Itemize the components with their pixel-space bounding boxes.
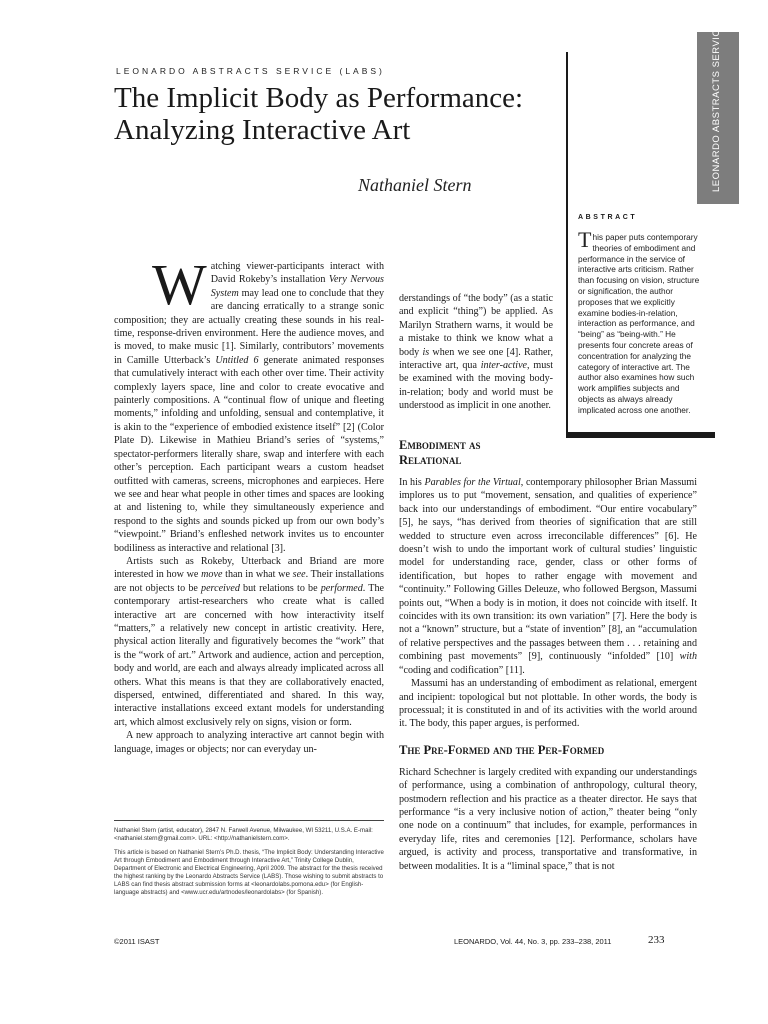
title-line-1: The Implicit Body as Performance: [114, 82, 524, 114]
footnote: Nathaniel Stern (artist, educator), 2847 N. Farwell Avenue, Milwaukee, WI 53211, U.S.A. E-mail: <nathaniel.stern@gmail.com>. URL: <http://nathanielstern.com>. [114, 827, 373, 842]
text-run: “coding and codification” [11]. [399, 664, 525, 676]
body-column-1 [114, 252, 385, 756]
text-run: atching viewer-participants interact with David Rokeby’s installation [210, 261, 384, 286]
paragraph [114, 555, 384, 729]
italic-run: perceived [201, 582, 240, 594]
text-run: Artists such as Rokeby, Utterback and Briand are more interested in how we [114, 555, 384, 581]
text-run: may lead one to conclude that they are dancing erratically to a strange sonic composition; they are actually creating these sounds in his real-time, response-driven environment. Here the audience moves, and is moved, to make music [1]. Similarly, contributors’ movements in Camille Utterback’s [114, 287, 384, 366]
abstract-heading: ABSTRACT [578, 214, 638, 221]
abstract-body: his paper puts contemporary theories of embodiment and performance in the service of interactive arts criticism. Rather than focusing on vision, structure or signification, the author proposes that we explicitly examine bodies-in-relation, interaction as performance, and “being” as “being-with.” He presents four concrete areas of concentration for analyzing the category of interactive art. The author also examines how such work amplifies subjects and objects as always already implicated across one another. [578, 232, 700, 415]
italic-run: Parables for the Virtual [424, 477, 521, 488]
paragraph: A new approach to analyzing interactive art cannot begin with language, images or objects; nor can everyday un- [114, 730, 384, 755]
article-title [114, 82, 554, 146]
italic-run: is [422, 346, 430, 358]
italic-run: Untitled 6 [215, 354, 259, 366]
section-heading-line: Embodiment as [399, 438, 481, 452]
text-run: than in what we [222, 569, 293, 581]
journal-citation: LEONARDO, Vol. 44, No. 3, pp. 233–238, 2011 [454, 937, 612, 946]
paragraph [114, 252, 385, 555]
paragraph [399, 292, 553, 413]
text-run: when we see one [4]. Rather, interactive art, qua [399, 346, 553, 372]
footnotes [114, 827, 384, 903]
dropcap: W [152, 252, 207, 317]
italic-run: see [292, 569, 306, 581]
page-number: 233 [648, 934, 665, 946]
text-run: but relations to be [239, 582, 321, 594]
text-run: , contemporary philosopher Brian Massumi implores us to put “movement, sensation, and qualities of experience” back into our understandings of embodiment. “Our entire vocabulary” [5], he says, “has derived from theories of signification that are still wedded to structure even across irreconcilable differences” [6]. He doesn’t wish to undo the important work of cultural studies’ linguistic model for understanding race, gender, class or other forms of identification, but hopes to rather engage with movement and “continuity.” Following Gilles Deleuze, who followed Bergson, Massumi points out, “When a body is in motion, it does not coincide with itself. It coincides with its own transition: its own variation” [7]. Here the body is not a “known” structure, but a “state of invention” [8], an “accumulation of relative perspectives and the passages between them . . . retaining and combining past movements” [9], continuously “infolded” [10] [399, 477, 697, 663]
series-kicker: LEONARDO ABSTRACTS SERVICE (LABS) [116, 66, 385, 76]
italic-run: move [201, 569, 223, 581]
footnote: This article is based on Nathaniel Stern’s Ph.D. thesis, “The Implicit Body: Understanding Interactive Art through Embodiment and Embodiment through Interactive Art,” Trinity College Dublin, Department of Electronic and Electrical Engineering, April 2009. The abstract for the thesis received the highest ranking by the Leonardo Abstracts Service (LABS). Those wishing to submit abstracts to LABS can find thesis abstract submission forms at <leonardolabs.pomona.edu> (for English-language abstracts) and <www.ucr.edu/artnodes/leonardolabs> (for Spanish). [114, 849, 384, 896]
body-column-3 [399, 438, 697, 873]
text-run: , must be examined with the moving body-in-relation; body and world must be understood as implicit in one another. [399, 360, 553, 412]
italic-run: inter-active [480, 360, 528, 372]
section-heading-line: Relational [399, 453, 462, 467]
paragraph: Massumi has an understanding of embodiment as relational, emergent and incipient: topological but not plottable. In other words, the body is processual; it is constituted in and of its activities with the world around it. The body, this paper argues, is performed. [399, 678, 697, 730]
side-tab [697, 22, 739, 204]
side-tab-label: LEONARDO ABSTRACTS SERVICE [711, 22, 722, 192]
italic-run: performed [320, 582, 363, 594]
section-heading [399, 743, 697, 758]
section-heading [399, 438, 697, 468]
copyright: ©2011 ISAST [114, 937, 160, 946]
italic-run: Very Nervous System [210, 274, 384, 299]
italic-run: with [679, 651, 697, 663]
body-column-2 [399, 292, 553, 413]
author-name: Nathaniel Stern [358, 175, 472, 195]
text-run: . Their installations are not objects to be [114, 569, 384, 594]
abstract-vertical-rule [566, 52, 568, 438]
footnote-rule [114, 820, 384, 821]
text-run: . The contemporary artist-researchers who create what is called interactive art are concerned with how interactivity itself “matters,” a relatively new concept in artistic creativity. Here, physical action literally and figuratively becomes the “work” that is the “work of art.” Artwork and audience, action and perception, body and world, are each and always already implicated across all others. What this means is that they are collaboratively enacted, dispersed, entwined, differentiated and shared. In this way, interactive installations exceed extant models for understanding art, which almost exclusively rely on signs, vision or form. [114, 582, 384, 728]
text-run: generate animated responses that cumulatively interact with each other over time. Their activity complexly layers space, line and color to create evocative and painterly compositions. A “continual flow of unique and fleeting moments,” infolding and unfolding, sensual and contemplative, it is akin to the “experience of embodied existence itself” [2] (Color Plate D). Likewise in Mathieu Briand’s series of “systems,” spectator-performers literally share, swap and interfere with each other’s perception. Each participant wears a custom headset outfitted with cameras, screens, microphones and earpieces. Here we see and hear what people in other times and spaces are looking at and listening to, while they simultaneously experience and respond to the sights and sounds picked up from our own body’s “viewpoint.” Briand’s enfleshed network invites us to encounter bodiliness as interactive and relational [3]. [114, 354, 385, 554]
abstract-text [578, 227, 708, 416]
section-heading-line: The Pre-Formed and the Per-Formed [399, 742, 605, 757]
text-run: In his [399, 477, 425, 488]
paragraph: Richard Schechner is largely credited with expanding our understandings of performance, using a combination of anthropology, cultural theory, postmodern reflection and his practice as a theater director. He says that performance “is a very inclusive notion of action,” theater being “only one node on a continuum” that includes, for example, performances in everyday life, rites and ceremonies [12]. Performance, scholars have argued, is activity and process, transportative and transformative, in between modalities. It is a “liminal space,” that is not [399, 766, 697, 872]
text-run: derstandings of “the body” (as a static and explicit “thing”) be applied. As Marilyn Strathern warns, it would be a mistake to think we know what a body [399, 293, 553, 358]
paragraph [399, 476, 697, 677]
title-line-2: Analyzing Interactive Art [114, 114, 411, 146]
abstract-dropcap: T [578, 227, 592, 252]
